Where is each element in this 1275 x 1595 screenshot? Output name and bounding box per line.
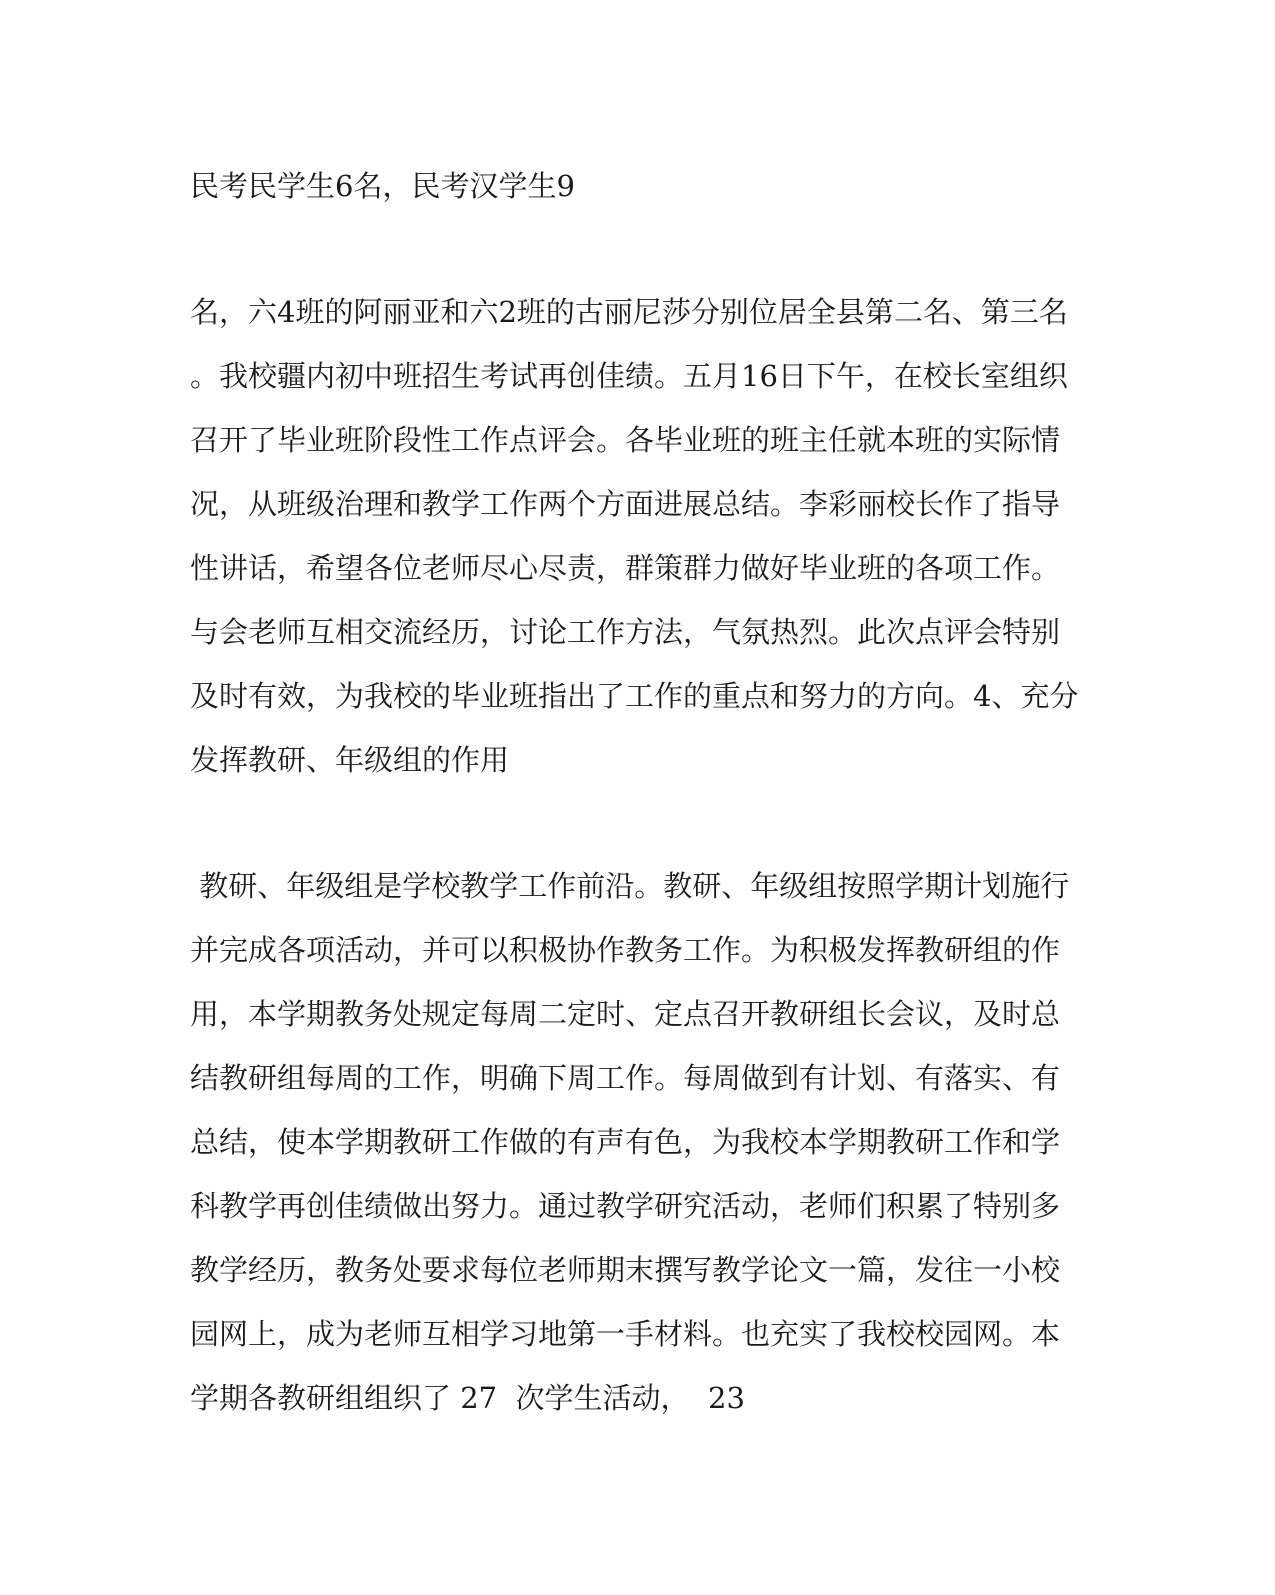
text-line-3: 。我校疆内初中班招生考试再创佳绩。五月16日下午，在校长室组织 <box>190 359 1068 393</box>
text-line-12: 用，本学期教务处规定每周二定时、定点召开教研组长会议，及时总 <box>190 997 1061 1031</box>
text-line-11: 并完成各项活动，并可以积极协作教务工作。为积极发挥教研组的作 <box>190 933 1061 967</box>
text-line-16: 教学经历，教务处要求每位老师期末撰写教学论文一篇，发往一小校 <box>190 1253 1061 1287</box>
text-line-10: 教研、年级组是学校教学工作前沿。教研、年级组按照学期计划施行 <box>190 869 1070 903</box>
text-line-1: 民考民学生6名，民考汉学生9 <box>190 169 575 203</box>
text-line-17: 园网上，成为老师互相学习地第一手材料。也充实了我校校园网。本 <box>190 1317 1061 1351</box>
text-line-14: 总结，使本学期教研工作做的有声有色，为我校本学期教研工作和学 <box>190 1125 1061 1159</box>
text-line-15: 科教学再创佳绩做出努力。通过教学研究活动，老师们积累了特别多 <box>190 1189 1061 1223</box>
text-line-7: 与会老师互相交流经历，讨论工作方法，气氛热烈。此次点评会特别 <box>190 615 1061 649</box>
text-line-4: 召开了毕业班阶段性工作点评会。各毕业班的班主任就本班的实际情 <box>190 423 1061 457</box>
text-line-2: 名，六4班的阿丽亚和六2班的古丽尼莎分别位居全县第二名、第三名 <box>190 295 1068 329</box>
text-line-8: 及时有效，为我校的毕业班指出了工作的重点和努力的方向。4、充分 <box>190 679 1079 713</box>
text-line-5: 况，从班级治理和教学工作两个方面进展总结。李彩丽校长作了指导 <box>190 487 1061 521</box>
text-line-6: 性讲话，希望各位老师尽心尽责，群策群力做好毕业班的各项工作。 <box>190 551 1061 585</box>
text-line-18: 学期各教研组组织了 27 次学生活动， 23 <box>190 1381 745 1415</box>
text-line-13: 结教研组每周的工作，明确下周工作。每周做到有计划、有落实、有 <box>190 1061 1061 1095</box>
text-line-9: 发挥教研、年级组的作用 <box>190 743 510 777</box>
